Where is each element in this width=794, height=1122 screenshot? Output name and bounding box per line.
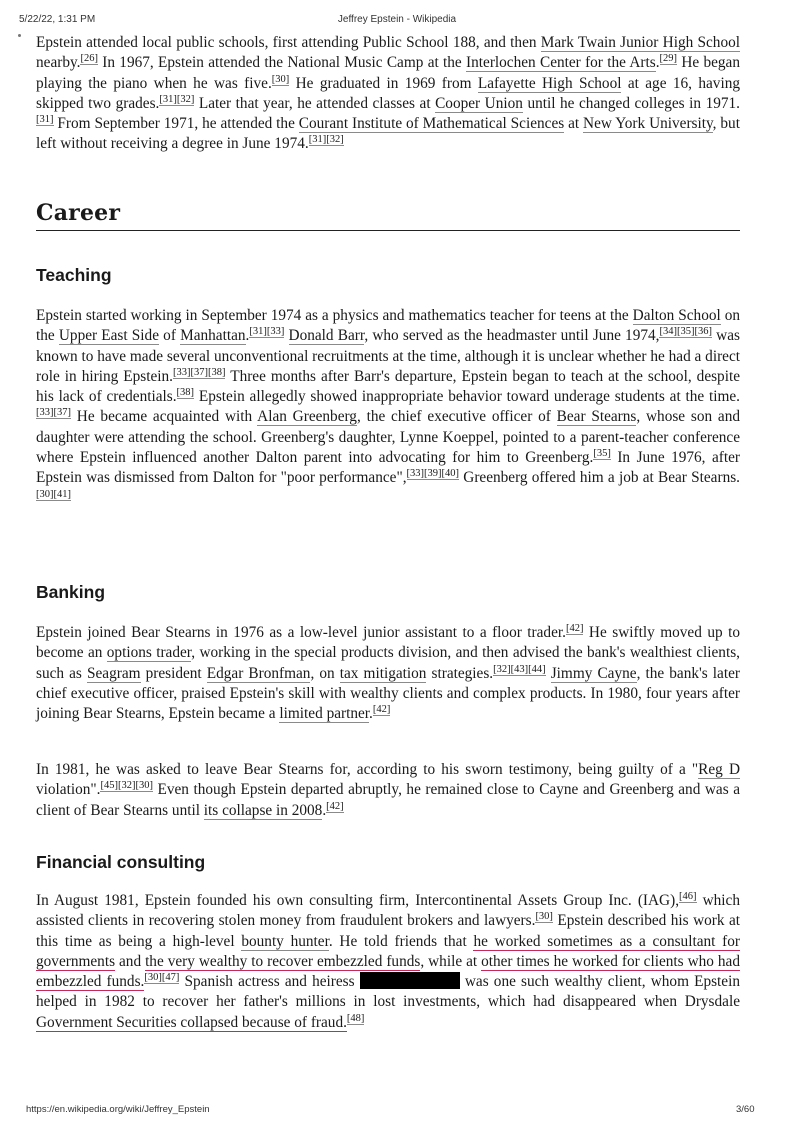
print-url: https://en.wikipedia.org/wiki/Jeffrey_Epstein	[26, 1104, 210, 1115]
link-tax-mitigation[interactable]: tax mitigation	[339, 664, 427, 682]
link-bear-stearns[interactable]: Bear Stearns	[556, 408, 637, 426]
link-dalton-school[interactable]: Dalton School	[632, 307, 721, 324]
citation-link[interactable]: [38]	[207, 366, 226, 378]
banking-paragraph-1: Epstein joined Bear Stearns in 1976 as a low-level junior assistant to a floor trader.[42] He swiftly moved up to become an options trader, working in the special products division, and then advised the bank's wealthiest clients, such as Seagram president Edgar Bronfman, on tax mitigation strategies.[32][43][44] Jimmy Cayne, the bank's later chief executive officer, praised Epstein's skill with wealthy clients and complex products. In 1980, four years after joining Bear Stearns, Epstein became a limited partner.[42]	[36, 623, 740, 723]
link-alan-greenberg[interactable]: Alan Greenberg	[257, 408, 357, 426]
citation-link[interactable]: [30]	[36, 488, 54, 500]
citation-link[interactable]: [33]	[266, 326, 285, 338]
career-heading-rule	[36, 230, 740, 231]
citation-link[interactable]: [31]	[249, 326, 267, 338]
link-nyu[interactable]: New York University	[583, 115, 713, 133]
citation-link[interactable]: [30]	[135, 780, 153, 792]
link-bear-stearns-collapse[interactable]: its collapse in 2008	[203, 801, 323, 819]
link-cooper-union[interactable]: Cooper Union	[435, 94, 523, 112]
link-reg-d[interactable]: Reg D	[698, 761, 740, 778]
citation-link[interactable]: [29]	[659, 53, 678, 65]
citation-link[interactable]: [32]	[493, 663, 511, 675]
career-heading: Career	[36, 200, 121, 226]
link-seagram[interactable]: Seagram	[86, 664, 141, 682]
consulting-heading: Financial consulting	[36, 852, 206, 872]
citation-link[interactable]: [42]	[372, 704, 391, 716]
teaching-body	[36, 306, 740, 509]
highlighted-passage: he worked sometimes as a consultant for governments	[36, 932, 740, 970]
citation-link[interactable]: [44]	[528, 663, 546, 675]
consulting-paragraph: In August 1981, Epstein founded his own consulting firm, Intercontinental Assets Group Inc. (IAG),[46] which assisted clients in recovering stolen money from fraudulent brokers and lawyers.[30] Epstein described his work at this time as being a high-level bounty hunter. He told friends that he worked sometimes as a consultant for governments and the very wealthy to recover embezzled funds, while at other times he worked for clients who had embezzled funds.[30][47] Spanish actress and heiress was one such wealthy client, whom Epstein helped in 1982 to recover her father's millions in lost investments, which had disappeared when Drysdale Government Securities collapsed because of fraud.[48]	[36, 891, 741, 1031]
teaching-section	[36, 265, 740, 286]
education-section	[36, 33, 740, 155]
citation-link[interactable]: [41]	[53, 488, 71, 500]
highlighted-passage: the very wealthy to recover embezzled funds	[145, 952, 421, 970]
print-page-title: Jeffrey Epstein - Wikipedia	[337, 14, 457, 25]
banking-body-2	[36, 760, 740, 821]
redaction-box	[360, 972, 460, 989]
citation-link[interactable]: [42]	[565, 623, 584, 634]
citation-link[interactable]: [37]	[53, 407, 71, 419]
citation-link[interactable]: [45]	[100, 780, 118, 792]
citation-link[interactable]: [32]	[117, 780, 136, 792]
print-page-number: 3/60	[736, 1104, 755, 1115]
citation-link[interactable]: [37]	[190, 366, 208, 378]
banking-heading: Banking	[36, 582, 106, 602]
citation-link[interactable]: [30]	[535, 911, 553, 923]
citation-link[interactable]: [30]	[144, 972, 162, 984]
banking-section	[36, 582, 740, 603]
career-header	[36, 200, 740, 226]
link-courant-institute[interactable]: Courant Institute of Mathematical Sciences	[298, 115, 565, 133]
citation-link[interactable]: [31]	[308, 134, 327, 146]
banking-body-1	[36, 623, 740, 724]
highlighted-passage: Government Securities collapsed because of fraud.	[36, 1013, 347, 1031]
citation-link[interactable]: [38]	[176, 387, 195, 399]
citation-link[interactable]: [42]	[326, 800, 344, 812]
link-edgar-bronfman[interactable]: Edgar Bronfman	[206, 664, 311, 682]
link-limited-partner[interactable]: limited partner	[279, 705, 370, 723]
citation-link[interactable]: [26]	[80, 53, 98, 65]
scan-mark	[18, 34, 21, 37]
highlighted-passage: other times he worked for clients who had embezzled funds.	[36, 952, 740, 991]
citation-link[interactable]: [33]	[406, 468, 425, 480]
teaching-heading: Teaching	[36, 265, 112, 285]
teaching-paragraph: Epstein started working in September 1974 as a physics and mathematics teacher for teens at the Dalton School on the Upper East Side of Manhattan.[31][33] Donald Barr, who served as the headmaster until June 1974,[34][35][36] was known to have made several unconventional recruitments at the time, although it is unclear whether he had a direct role in hiring Epstein.[33][37][38] Three months after Barr's departure, Epstein began to teach at the school, despite his lack of credentials.[38] Epstein allegedly showed inappropriate behavior toward underage students at the time.[33][37] He became acquainted with Alan Greenberg, the chief executive officer of Bear Stearns, whose son and daughter were attending the school. Greenberg's daughter, Lynne Koeppel, pointed to a parent-teacher conference where Epstein influenced another Dalton parent into advocating for him to Greenberg.[35] In June 1976, after Epstein was dismissed from Dalton for "poor performance",[33][39][40] Greenberg offered him a job at Bear Stearns.[30][41]	[36, 307, 741, 500]
education-paragraph: Epstein attended local public schools, first attending Public School 188, and then Mark Twain Junior High School nearby.[26] In 1967, Epstein attended the National Music Camp at the Interlochen Center for the Arts.[29] He began playing the piano when he was five.[30] He graduated in 1969 from Lafayette High School at age 16, having skipped two grades.[31][32] Later that year, he attended classes at Cooper Union until he changed colleges in 1971.[31] From September 1971, he attended the Courant Institute of Mathematical Sciences at New York University, but left without receiving a degree in June 1974.[31][32]	[36, 34, 741, 153]
consulting-body	[36, 891, 740, 1033]
link-jimmy-cayne[interactable]: Jimmy Cayne	[550, 664, 637, 682]
citation-link[interactable]: [36]	[694, 326, 712, 338]
link-interlochen[interactable]: Interlochen Center for the Arts	[466, 54, 656, 72]
citation-link[interactable]: [35]	[593, 448, 611, 460]
link-donald-barr[interactable]: Donald Barr	[288, 327, 365, 345]
citation-link[interactable]: [48]	[346, 1012, 365, 1024]
citation-link[interactable]: [33]	[36, 407, 54, 419]
link-options-trader[interactable]: options trader	[106, 644, 192, 662]
link-lafayette-hs[interactable]: Lafayette High School	[477, 74, 622, 92]
citation-link[interactable]: [32]	[326, 134, 344, 146]
citation-link[interactable]: [46]	[679, 891, 697, 902]
banking-paragraph-2: In 1981, he was asked to leave Bear Stearns for, according to his sworn testimony, being guilty of a "Reg D violation".[45][32][30] Even though Epstein departed abruptly, he remained close to Cayne and Greenberg and was a client of Bear Stearns until its collapse in 2008.[42]	[36, 761, 740, 819]
citation-link[interactable]: [43]	[510, 663, 529, 675]
citation-link[interactable]: [34]	[659, 326, 677, 338]
link-upper-east-side[interactable]: Upper East Side	[58, 327, 159, 345]
citation-link[interactable]: [35]	[676, 326, 695, 338]
citation-link[interactable]: [31]	[159, 93, 177, 105]
citation-link[interactable]: [30]	[271, 73, 290, 85]
consulting-section	[36, 852, 740, 873]
link-mark-twain-jhs[interactable]: Mark Twain Junior High School	[540, 34, 740, 51]
link-bounty-hunter[interactable]: bounty hunter	[241, 932, 329, 950]
citation-link[interactable]: [32]	[176, 93, 195, 105]
citation-link[interactable]: [39]	[424, 468, 442, 480]
citation-link[interactable]: [31]	[36, 114, 54, 126]
print-date: 5/22/22, 1:31 PM	[19, 14, 96, 25]
citation-link[interactable]: [40]	[441, 468, 460, 480]
citation-link[interactable]: [47]	[161, 972, 180, 984]
link-manhattan[interactable]: Manhattan	[180, 327, 246, 345]
citation-link[interactable]: [33]	[172, 366, 191, 378]
